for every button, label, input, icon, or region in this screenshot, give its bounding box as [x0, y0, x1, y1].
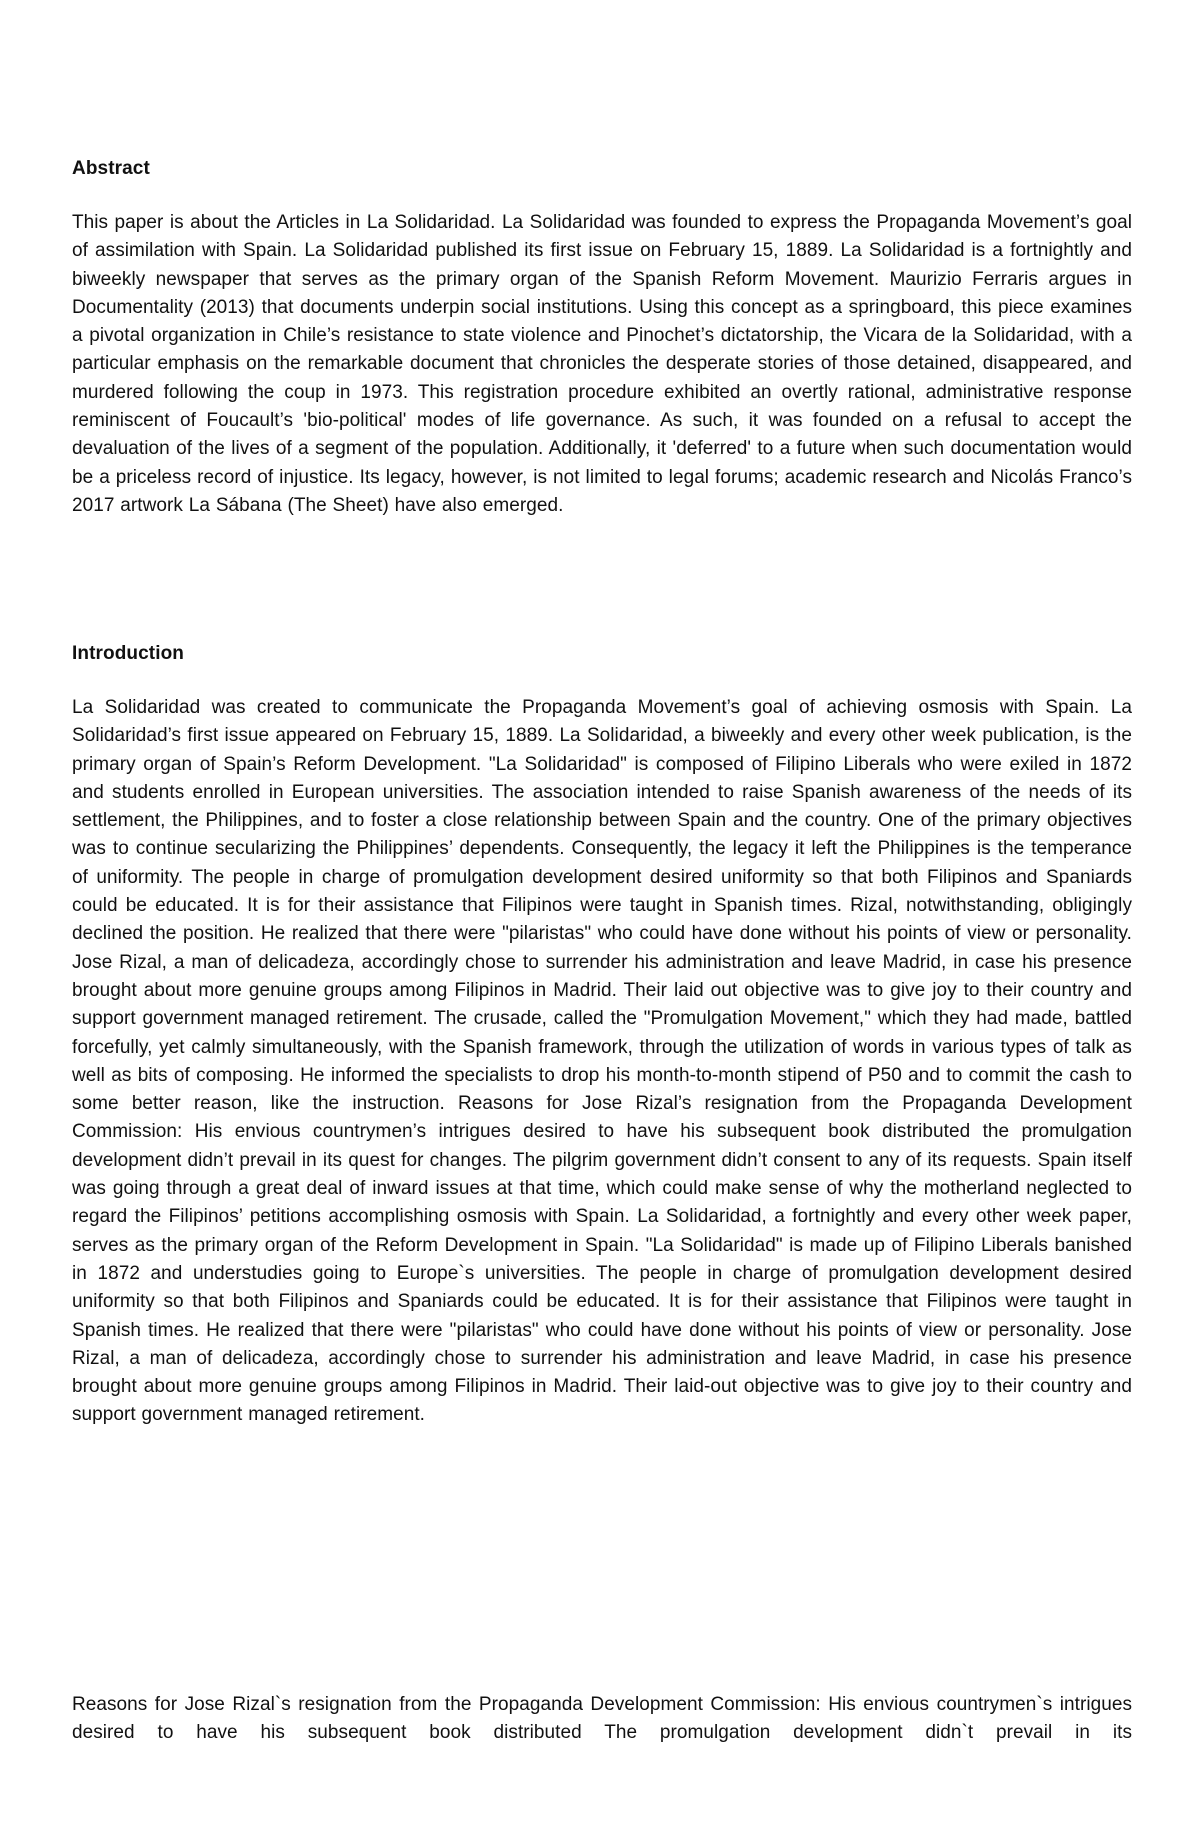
introduction-paragraph: La Solidaridad was created to communicate the Propaganda Movement’s goal of achieving osmosis with Spain. La Solidaridad’s first issue appeared on February 15, 1889. La Solidaridad, a biweekly and every other week publication, is the primary organ of Spain’s Reform Development. "La Solidaridad" is composed of Filipino Liberals who were exiled in 1872 and students enrolled in European universities. The association intended to raise Spanish awareness of the needs of its settlement, the Philippines, and to foster a close relationship between Spain and the country. One of the primary objectives was to continue secularizing the Philippines’ dependents. Consequently, the legacy it left the Philippines is the temperance of uniformity. The people in charge of promulgation development desired uniformity so that both Filipinos and Spaniards could be educated. It is for their assistance that Filipinos were taught in Spanish times. Rizal, notwithstanding, obligingly declined the position. He realized that there were "pilaristas" who could have done without his points of view or personality. Jose Rizal, a man of delicadeza, accordingly chose to surrender his administration and leave Madrid, in case his presence brought about more genuine groups among Filipinos in Madrid. Their laid out objective was to give joy to their country and support government managed retirement. The crusade, called the "Promulgation Movement," which they had made, battled forcefully, yet calmly simultaneously, with the Spanish framework, through the utilization of words in various types of talk as well as bits of composing. He informed the specialists to drop his month-to-month stipend of P50 and to commit the cash to some better reason, like the instruction. Reasons for Jose Rizal’s resignation from the Propaganda Development Commission: His envious countrymen’s intrigues desired to have his subsequent book distributed the promulgation development didn’t prevail in its quest for changes. The pilgrim government didn’t consent to any of its requests. Spain itself was going through a great deal of inward issues at that time, which could make sense of why the motherland neglected to regard the Filipinos’ petitions accomplishing osmosis with Spain. La Solidaridad, a fortnightly and every other week paper, serves as the primary organ of the Reform Development in Spain. "La Solidaridad" is made up of Filipino Liberals banished in 1872 and understudies going to Europe`s universities. The people in charge of promulgation development desired uniformity so that both Filipinos and Spaniards could be educated. It is for their assistance that Filipinos were taught in Spanish times. He realized that there were "pilaristas" who could have done without his points of view or personality. Jose Rizal, a man of delicadeza, accordingly chose to surrender his administration and leave Madrid, in case his presence brought about more genuine groups among Filipinos in Madrid. Their laid-out objective was to give joy to their country and support government managed retirement. — [72, 697, 1132, 1426]
abstract-paragraph: This paper is about the Articles in La Solidaridad. La Solidaridad was founded to express the Propaganda Movement’s goal of assimilation with Spain. La Solidaridad published its first issue on February 15, 1889. La Solidaridad is a fortnightly and biweekly newspaper that serves as the primary organ of the Spanish Reform Movement. Maurizio Ferraris argues in Documentality (2013) that documents underpin social institutions. Using this concept as a springboard, this piece examines a pivotal organization in Chile’s resistance to state violence and Pinochet’s dictatorship, the Vicara de la Solidaridad, with a particular emphasis on the remarkable document that chronicles the desperate stories of those detained, disappeared, and murdered following the coup in 1973. This registration procedure exhibited an overtly rational, administrative response reminiscent of Foucault’s 'bio-political' modes of life governance. As such, it was founded on a refusal to accept the devaluation of the lives of a segment of the population. Additionally, it 'deferred' to a future when such documentation would be a priceless record of injustice. Its legacy, however, is not limited to legal forums; academic research and Nicolás Franco’s 2017 artwork La Sábana (The Sheet) have also emerged. — [72, 212, 1132, 516]
reasons-paragraph: Reasons for Jose Rizal`s resignation from the Propaganda Development Commission: His envious countrymen`s intrigues desired to have his subsequent book distributed The promulgation development didn`t prevail in its — [72, 1694, 1132, 1744]
abstract-heading: Abstract — [72, 158, 150, 179]
introduction-heading: Introduction — [72, 643, 185, 664]
